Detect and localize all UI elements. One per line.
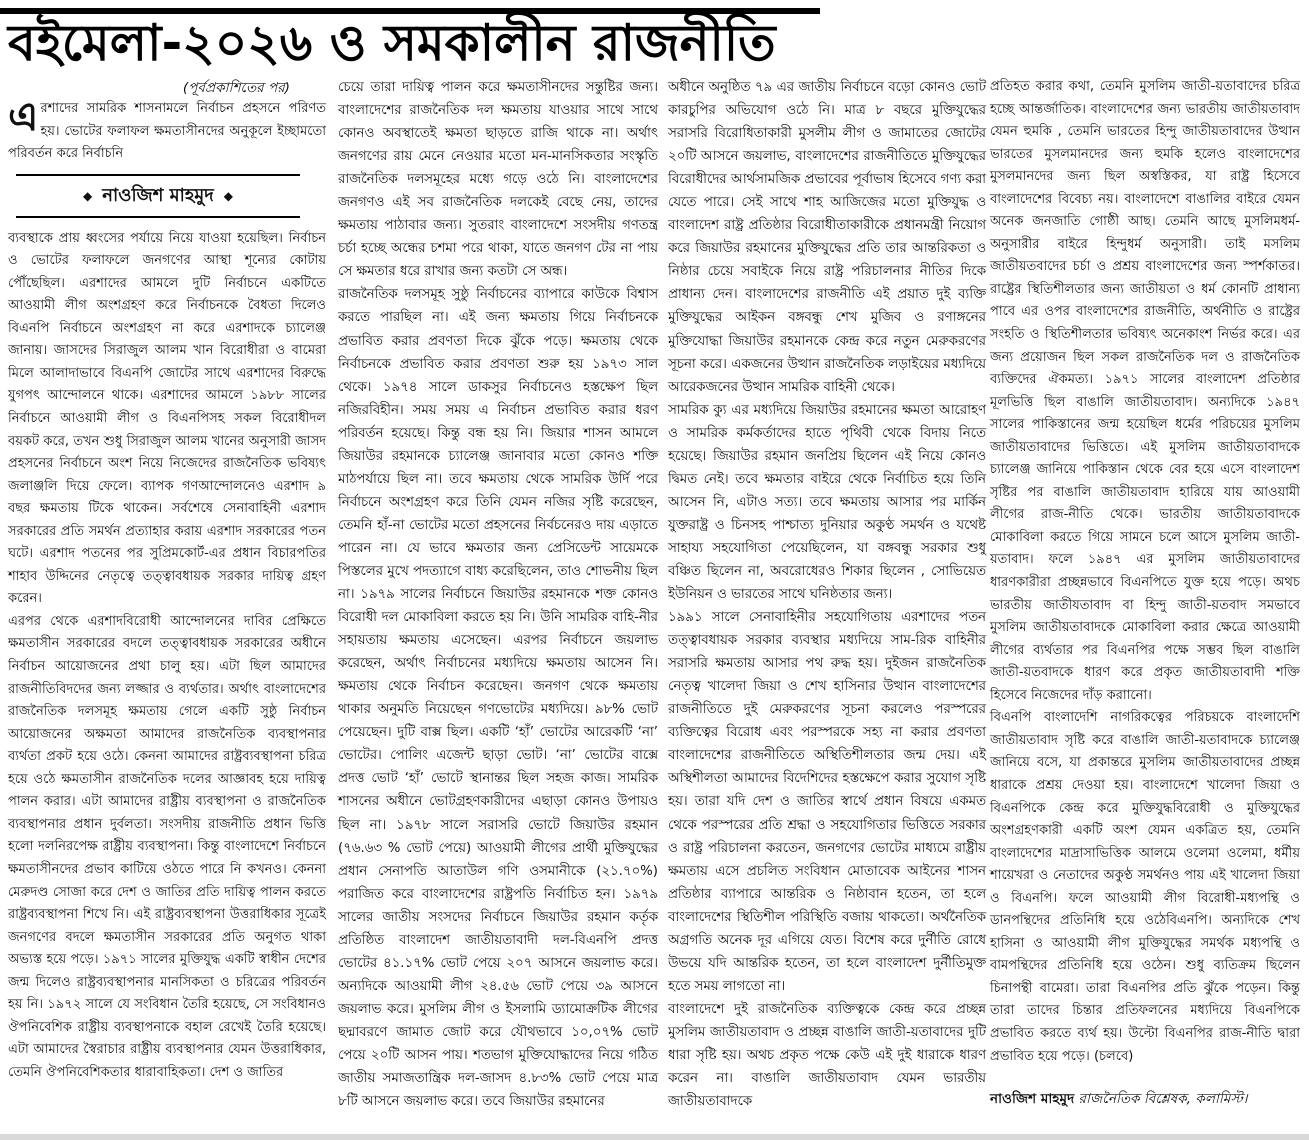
diamond-icon: ◆ (83, 188, 93, 203)
article-column-1 (8, 78, 326, 1084)
article-column-2 (338, 76, 658, 1113)
author-name: নাওজিশ মাহমুদ (990, 1091, 1075, 1108)
page-bottom-border (0, 1134, 1309, 1140)
paragraph: প্রতিহত করার কথা, তেমনি মুসলিম জাতী-য়তাবাদের চরিত্র হচ্ছে আন্তর্জাতিক। বাংলাদেশের জন্য ভারতীয় জাতীয়তাবাদ যেমন হুমকি , তেমনি ভারতের হিন্দু জাতীয়তাবাদের উত্থান ভারতের মুসলমানদের জন্য হুমকি হলেও বাংলাদেশের মুসলমানদের জন্য ছিল অস্বস্তিকর, যা রাষ্ট্র হিসেবে বাংলাদেশের বিবেচ্য নয়। বাংলাদেশে বাঙালির বাইরে যেমন অনেক জনজাতি গোষ্ঠী আছ। তেমনি আছে মুসলিমধর্ম-অনুসারীর বাইরে হিন্দুধর্ম অনুসারী। তাই মসলিম জাতীয়তবাদের চর্চা ও প্রশ্রয় বাংলাদেশের জন্য স্পর্শকাতর। রাষ্ট্রের স্থিতিশীলতার জন্য জাতীয়তা ও ধর্ম কোনটি প্রাধান্য পাবে এর ওপর বাংলাদেশের রাজনীতি, অর্থনীতি ও রাষ্ট্রের সংহতি ও স্থিতিশীলতার ভবিষ্যৎ অনেকাংশ নির্ভর করে। এর জন্য প্রয়োজন ছিল সকল রাজনৈতিক দল ও রাজনৈতিক ব্যক্তিদের ঐকমত্য। ১৯৭১ সালের বাংলাদেশ প্রতিষ্ঠার মূলভিত্তি ছিল বাঙালি জাতীয়তাবাদ। অন্যদিকে ১৯৪৭ সালের পাকিস্তানের জন্ম হয়েছিল ধর্মের পরিচয়ের মুসলিম জাতীয়তাবাদের ভিত্তিতে। এই মুসলিম জাতীয়তাবাদকে চ্যালেঞ্জ জানিয়ে পাকিস্তান থেকে বের হয়ে এসে বাংলাদেশ সৃষ্টির পর বাঙালি জাতীয়তাবাদ হারিয়ে যায় আওয়ামী লীগের রাজ-নীতি থেকে। ভারতীয় জাতীয়তাবাদকে মোকাবিলা করতে গিয়ে সামনে চলে আসে মুসলিম জাতী-য়তাবাদ। ফলে ১৯৪৭ এর মুসলিম জাতীয়তাবাদের ধারণকারীরা প্রচ্ছন্নভাবে বিএনপিতে যুক্ত হয়ে পড়ে। অথচ ভারতীয় জাতীযতাবাদ বা হিন্দু জাতী-য়তবাদ সমভাবে মুসলিম জাতীয়তাবাদকে মোকাবিলা করার ক্ষেত্রে আওয়ামী লীগের ব্যর্থতার পর বিএনপির পক্ষে সম্ভব ছিল বাঙালি জাতী-য়তবাদকে ধারণ করে প্রকৃত জাতীয়তাবাদী শক্তি হিসেবে নিজেদের দাঁড় করাানো। (990, 79, 1300, 703)
paragraph: ব্যবস্থাকে প্রায় ধ্বংসের পর্যায়ে নিয়ে যাওয়া হয়েছিল। নির্বাচন ও ভোটের ফলাফলে জনগণের আস্থা শূন্যের কোটায় পৌঁছেছিল। এরশাদের আমলে দুটি নির্বাচনে একটিতে আওয়ামী লীগ অংশগ্রহণ করে নির্বাচনকে বৈধতা দিলেও বিএনপি নির্বাচনে অংশগ্রহণ না করে এরশাদকে চ্যালেঞ্জ জানায়। জাসদের সিরাজুল আলম খান বিরোধীরা ও বামেরা মিলে আলাদাভাবে বিএনপি জোটের সাথে এরশাদের বিরুদ্ধে যুগপৎ আন্দোলনে থাকে। এরশাদের আমলে ১৯৮৮ সালের নির্বাচনে আওয়ামী লীগ ও বিএনপিসহ সকল বিরোধীদল বয়কট করে, তখন শুধু সিরাজুল আলম খানের অনুসারী জাসদ প্রহসনের নির্বাচনে অংশ নিয়ে নিজেদের রাজনৈতিক ভবিষ্যৎ জলাঞ্জলি দিয়ে ফেলে। ব্যাপক গণআন্দোলনেও এরশাদ ৯ বছর ক্ষমতায় টিকে থাকেন। সর্বশেষে সেনাবাহিনী এরশাদ সরকারের প্রতি সমর্থন প্রত্যাহার করায় এরশাদ সরকারের পতন ঘটে। এরশাদ পতনের পর সুপ্রিমকোর্ট-এর প্রধান বিচারপতির শাহাব উদ্দিনের নেতৃত্বে তত্ত্বাবধায়ক সরকার দায়িত্ব গ্রহণ করেন। (8, 230, 326, 607)
intro-paragraph (8, 94, 326, 166)
continued-from-note: (পূর্বপ্রকাশিতের পর) (182, 80, 290, 96)
paragraph: চেয়ে তারা দায়িত্ব পালন করে ক্ষমতাসীনদের সন্তুষ্টির জন্য। বাংলাদেশের রাজনৈতিক দল ক্ষমতায় যাওয়ার সাথে সাথে কোনও অবস্থাতেই ক্ষমতা ছাড়তে রাজি থাকে না। অর্থাৎ জনগণের রায় মেনে নেওয়ার মতো মন-মানসিকতার সংস্কৃতি রাজনৈতিক দলসমূহের মধ্যে গড়ে ওঠে নি। বাংলাদেশের জনগণও এই সব রাজনৈতিক দলকেই বেছে নেয়, তাদের ক্ষমতায় পাঠাবার জন্য। সুতরাং বাংলাদেশে সংসদীয় গণতন্ত্র চর্চা হচ্ছে অন্ধের চশমা পরে থাকা, যাতে জনগণ টের না পায় সে ক্ষমতার ধরে রাখার জন্য কতটা সে অন্ধ। (338, 80, 658, 280)
paragraph: এরপর থেকে এরশাদবিরোধী আন্দোলনের দাবির প্রেক্ষিতে ক্ষমতাসীন সরকারের বদলে তত্ত্বাবধায়ক সরকারের অধীনে নির্বাচন আয়োজনের প্রথা চালু হয়। এটা ছিল আমাদের রাজনীতিবিদদের জন্য লজ্জার ও ব্যর্থতার। অর্থাৎ বাংলাদেশের রাজনৈতিক দলসমূহ ক্ষমতায় গেলে একটি সুষ্ঠু নির্বাচন আয়োজনের অক্ষমতা আমাদের রাজনৈতিক ব্যবস্থাপনার ব্যর্থতা প্রকট হয়ে ওঠে। কেননা আমাদের রাষ্ট্রব্যবস্থাপনা চরিত্র হয়ে ওঠে ক্ষমতাসীন রাজনৈতিক দলের আজ্ঞাবহ হয়ে দায়িত্ব পালন করার। এটা আমাদের রাষ্ট্রীয় ব্যবস্থাপনা ও রাজনৈতিক ব্যবস্থাপনার প্রধান দুর্বলতা। সংসদীয় রাজনীতি প্রধান ভিত্তি হলো দলনিরপেক্ষ রাষ্ট্রীয় ব্যবস্থাপনা। কিন্তু বাংলাদেশে নির্বাচনে ক্ষমতাসীনদের প্রভাব কাটিয়ে ওঠতে পারে নি কখনও। কেননা মেরুদণ্ড সোজা করে দেশ ও জাতির প্রতি দায়িত্ব পালন করতে রাষ্ট্রব্যবস্থাপনা শিখে নি। এই রাষ্ট্রব্যবস্থাপনা উত্তরাধিকার সূত্রেই জনগণের বদলে ক্ষমতাসীন সরকারের প্রতি অনুগত থাকা অভ্যস্ত হয়ে পড়ে। ১৯৭১ সালের মুক্তিযুদ্ধ একটি স্বাধীন দেশের জন্ম দিলেও রাষ্ট্রব্যবস্থাপনার মানসিকতা ও চরিত্রের পরিবর্তন হয় নি। ১৯৭২ সালে যে সংবিধান তৈরি হয়েছে, সে সংবিধানও ঔপনিবেশিক রাষ্ট্রীয় ব্যবস্থাপনাকে বহাল রেখেই তৈরি হয়েছে। এটা আমাদের স্বৈরাচার রাষ্ট্রীয় ব্যবস্থাপনার যেমন উত্তরাধিকার, তেমনি ঔপনিবেশিকতার ধারাবাহিকতা। দেশ ও জাতির (8, 613, 326, 1080)
paragraph: বাংলাদেশে দুই রাজনৈতিক ব্যক্তিত্বকে কেন্দ্র করে প্রচ্ছন্ন মুসলিম জাতীয়তাবাদ ও প্রচ্ছন্ন বাঙালি জাতী-য়তাবাদের দুটি ধারা সৃষ্টি হয়। অথচ প্রকৃত পক্ষে কেউ এই দুই ধারাকে ধারণ করেন না। বাঙালি জাতীয়তাবাদ যেমন ভারতীয় জাতীয়তাবাদকে (668, 1001, 986, 1110)
page-title: বইমেলা-২০২৬ ও সমকালীন রাজনীতি (0, 8, 820, 72)
paragraph: সামরিক ক্যু এর মধ্যদিয়ে জিয়াউর রহমানের ক্ষমতা আরোহণ ও সামরিক কর্মকর্তাদের হাতে পৃথিবী থেকে বিদায় নিতে হয়েছে। জিয়াউর রহমান জনপ্রিয় ছিলেন এই নিয়ে কোনও দ্বিমত নেই। তবে ক্ষমতার বাইরে থেকে নির্বাচিত হয়ে তিনি আসেন নি, এটাও সত্য। তবে ক্ষমতায় আসার পর মার্কিন যুক্তরাষ্ট্র ও চিনসহ পাশ্চাত্য দুনিয়ার অকুণ্ঠ সমর্থন ও যথেষ্ট সাহায্য সহযোগিতা পেয়েছিলেন, যা বঙ্গবন্ধু সরকার শুধু বঞ্চিত ছিলেন না, অবরোধেরও শিকার ছিলেন , সোভিয়েত ইউনিয়ন ও ভারতের সাথে ঘনিষ্ঠতার জন্য। (668, 402, 986, 603)
paragraph: ১৯৯১ সালে সেনাবাহিনীর সহযোগিতায় এরশাদের পতন তত্ত্বাবধায়ক সরকার ব্যবস্থার মধ্যদিয়ে সাম-রিক বাহিনীর সরাসরি ক্ষমতায় আসার পথ রুদ্ধ হয়। দুইজন রাজনৈতিক নেতৃত্ব খালেদা জিয়া ও শেখ হাসিনার উত্থান বাংলাদেশের রাজনীতিতে দুই মেরুকরণের সূচনা করলেও পরস্পরের ব্যক্তিত্বের বিরোধ এবং পরস্পরকে সহ্য না করার প্রবণতা বাংলাদেশের রাজনীতিতে অস্থিতিশীলতার জন্ম দেয়। এই অস্থিশীলতা আমাদের বিদেশিদের হস্তক্ষেপে করার সুযোগ সৃষ্টি হয়। তারা যদি দেশ ও জাতির স্বার্থে প্রধান বিষয়ে একমত থেকে পরস্পরের প্রতি শ্রদ্ধা ও সহযোগিতার ভিত্তিতে সরকার ও রাষ্ট্র পরিচালনা করতেন, জনগণের ভোটের মাধ্যমে রাষ্ট্রীয় ক্ষমতায় এসে প্রচলিত সংবিধান মোতাবেক আইনের শাসন প্রতিষ্ঠার ব্যাপারে আন্তরিক ও নিষ্ঠাবান হতেন, তা হলে বাংলাদেশের স্থিতিশীল পরিস্থিতি বজায় থাকতো। অর্থনৈতিক অগ্রগতি অনেক দূর এগিয়ে যেত। বিশেষ করে দুর্নীতি রোধে উভয়ে যদি আন্তরিক হতেন, তা হলে বাংলাদেশ দুর্নীতিমুক্ত হতে সময় লাগতো না। (668, 610, 986, 994)
headline-area (0, 0, 820, 72)
intro-text: রশাদের সামরিক শাসনামলে নির্বাচন প্রহসনে পরিণত হয়। ভোটের ফলাফল ক্ষমতাসীনদের অনুকূলে ইচ্ছামতো পরিবর্তন করে নির্বাচনি (8, 101, 326, 162)
diamond-icon: ◆ (223, 188, 233, 203)
article-column-4 (990, 76, 1300, 1111)
byline (16, 174, 300, 218)
article-column-3 (668, 76, 986, 1113)
paragraph: বিএনপি বাংলাদেশি নাগরিকত্বের পরিচয়কে বাংলাদেশি জাতীয়তাবাদ সৃষ্টি করে বাঙালি জাতী-য়তাবাদকে চ্যালেঞ্জ জানিয়ে বসে, যা প্রকান্তরে মুসলিম জাতীয়তাবাদের প্রচ্ছন্ন ধারাকে প্রশ্রয় দেওয়া হয়। বাংলাদেশে খালেদা জিয়া ও বিএনপিকে কেন্দ্র করে মুক্তিযুদ্ধবিরোধী ও মুক্তিযুদ্ধের অংশগ্রহণকারী একটি অংশ যেমন একত্রিত হয়, তেমনি বাংলাদেশের মাদ্রাসাভিত্তিক আলমে ওলেমা ওলেমা, ধর্মীয় শায়েখরা ও নেতাদের অকুণ্ঠ সমর্থনও পায় এই খালেদা জিয়া ও বিএনপি। ফলে আওয়ামী লীগ বিরোধী-মধ্যপন্থি ও ডানপন্থিদের প্রতিনিধি হয়ে ওঠেবিএনপি। অন্যদিকে শেখ হাসিনা ও আওয়ামী লীগ মুক্তিযুদ্ধের সমর্থক মধ্যপন্থি ও বামপন্থিদের প্রতিনিধি হয়ে ওঠেন। শুধু ব্যতিক্রম ছিলেন চিনাপন্থী বামেরা। তারা বিএনপির প্রতি ঝুঁকে পড়েন। কিন্তু তারা তাদের চিন্তার প্রতিফলনের মধ্যদিয়ে বিএনপিকে প্রভাবিত করতে ব্যর্থ হয়। উল্টো বিএনপির রাজ-নীতি দ্বারা প্রভাবিত হয়ে পড়ে। (চলবে) (990, 710, 1300, 1064)
byline-author: নাওজিশ মাহমুদ (102, 184, 214, 206)
author-role: রাজনৈতিক বিশ্লেষক, কলামিস্ট। (1078, 1091, 1248, 1108)
author-credit (990, 1088, 1300, 1111)
paragraph: অধীনে অনুষ্ঠিত ৭৯ এর জাতীয় নির্বাচনে বড়ো কোনও ভোট কারচুপির অভিযোগ ওঠে নি। মাত্র ৮ বছরে মুক্তিযুদ্ধের সরাসরি বিরোধিতাকারী মুসলীম লীগ ও জামাতের জোটের ২০টি আসনে জয়লাভ, বাংলাদেশের রাজনীতিতে মুক্তিযুদ্ধের বিরোধীদের আর্থসামজিক প্রভাবের পূর্বাভাষ হিসেবে গণ্য করা যেতে পারে। সেই সাথে শাহ আজিজের মতো মুক্তিযুদ্ধ ও বাংলাদেশ রাষ্ট্র প্রতিষ্ঠার বিরোধীতাকারীকে প্রধানমন্ত্রী নিয়োগ করে জিয়াউর রহমানের মুক্তিযুদ্ধের প্রতি তার আন্তরিকতা ও নিষ্ঠার চেয়ে সবাইকে নিয়ে রাষ্ট্র পরিচালনার নীতির দিকে প্রাধান্য দেন। বাংলাদেশের রাজনীতি এই প্রয়াত দুই ব্যক্তি মুক্তিযুদ্ধের আইকন বঙ্গবন্ধু শেখ মুজিব ও রণাঙ্গনের মুক্তিযোদ্ধা জিয়াউর রহমানকে কেন্দ্র করে নতুন মেরুকরণের সূচনা করে। একজনের উত্থান রাজনৈতিক লড়াইয়ের মধ্যদিয়ে আরেকজনের উত্থান সামরিক বাহিনী থেকে। (668, 80, 986, 395)
paragraph: রাজনৈতিক দলসমূহ সুষ্ঠু নির্বাচনের ব্যাপারে কাউকে বিশ্বাস করতে পারছিল না। এই জন্য ক্ষমতায় গিয়ে নির্বাচনকে প্রভাবিত করার প্রবণতা দিকে ঝুঁকে পড়ে। ক্ষমতায় থেকে নির্বাচনকে প্রভাবিত করার প্রবণতা শুরু হয় ১৯৭৩ সাল থেকে। ১৯৭৪ সালে ডাকসুর নির্বাচনেও হস্তক্ষেপ ছিল নজিরবিহীন। সময় সময় এ নির্বাচন প্রভাবিত করার ধরণ পরিবর্তন হয়েছে। কিন্তু বন্ধ হয় নি। জিয়ার শাসন আমলে জিয়াউর রহমানকে চ্যালেঞ্জ জানাবার মতো কোনও শক্তি মাঠপর্যায়ে ছিল না। তবে ক্ষমতায় থেকে সামরিক উর্দি পরে নির্বাচনে অংশগ্রহণ করে তিনি যেমন নজির সৃষ্টি করেছেন, তেমনি হাঁ-না ভোটের মতো প্রহসনের নির্বচনেরও দায় এড়াতে পারেন না। যে ভাবে ক্ষমতার জন্য প্রেসিডেন্ট সায়েমকে পিস্তলের মুখে পদত্যাগে বাধ্য করেছিলেন, তাও শোভনীয় ছিল না। ১৯৭৯ সালের নির্বাচনে জিয়াউর রহমানকে শক্ত কোনও বিরোধী দল মোকাবিলা করতে হয় নি। উনি সামরিক বাহি-নীর সহায়তায় ক্ষমতায় এসেছেন। এরপর নির্বাচনে জয়লাভ করেছেন, অর্থাৎ নির্বাচনের মধ্যদিয়ে ক্ষমতায় আসেন নি। ক্ষমতায় থেকে নির্বাচন করেছেন। জনগণ থেকে ক্ষমতায় থাকার অনুমতি নিয়েছেন গণভোটের মধ্যদিয়ে। ৯৮% ভোট পেয়েছেন। দুটি বাক্স ছিল। একটি ‘হাঁ’ ভোটের আরেকটি ‘না’ ভোটের। পোলিং এজেন্ট ছাড়া ভোট। ‘না’ ভোটের বাক্সে প্রদত্ত ভোট ‘হাঁ’ ভোটে স্থানান্তর ছিল সহজ কাজ। সামরিক শাসনের অধীনে ভোটগ্রহণকারীদের এছাড়া কোনও উপায়ও ছিল না। ১৯৭৮ সালে সরাসরি ভোটে জিয়াউর রহমান (৭৬.৬৩ % ভোট পেয়ে) আওয়ামী লীগের প্রার্থী মুক্তিযুদ্ধের প্রধান সেনাপতি আতাউল গণি ওসমানীকে (২১.৭০%) পরাজিত করে বাংলাদেশের রাষ্ট্রপতি নির্বাচিত হন। ১৯৭৯ সালের জাতীয় সংসদের নির্বাচনে জিয়াউর রহমান কর্তৃক প্রতিষ্ঠিত বাংলাদেশ জাতীয়তাবাদী দল-বিএনপি প্রদত্ত ভোটের ৪১.১৭% ভোট পেয়ে ২০৭ আসনে জয়লাভ করে। অন্যদিকে আওয়ামী লীগ ২৪.৫৬ ভোট পেয়ে ৩৯ আসনে জয়লাভ করে। মুসলিম লীগ ও ইসলামি ড্যামোক্রটিক লীগের ছদ্মাবরণে জামাত জোট করে যৌথভাবে ১০,০৭% ভোট পেয়ে ২০টি আসন পায়। শতভাগ মুক্তিযোদ্ধাদের নিয়ে গঠিত জাতীয় সমাজতান্ত্রিক দল-জাসদ ৪.৮৩% ভোট পেয়ে মাত্র ৮টি আসনে জয়লাভ করে। তবে জিয়াউর রহমানের (338, 287, 658, 1110)
drop-cap: এ (8, 94, 39, 140)
